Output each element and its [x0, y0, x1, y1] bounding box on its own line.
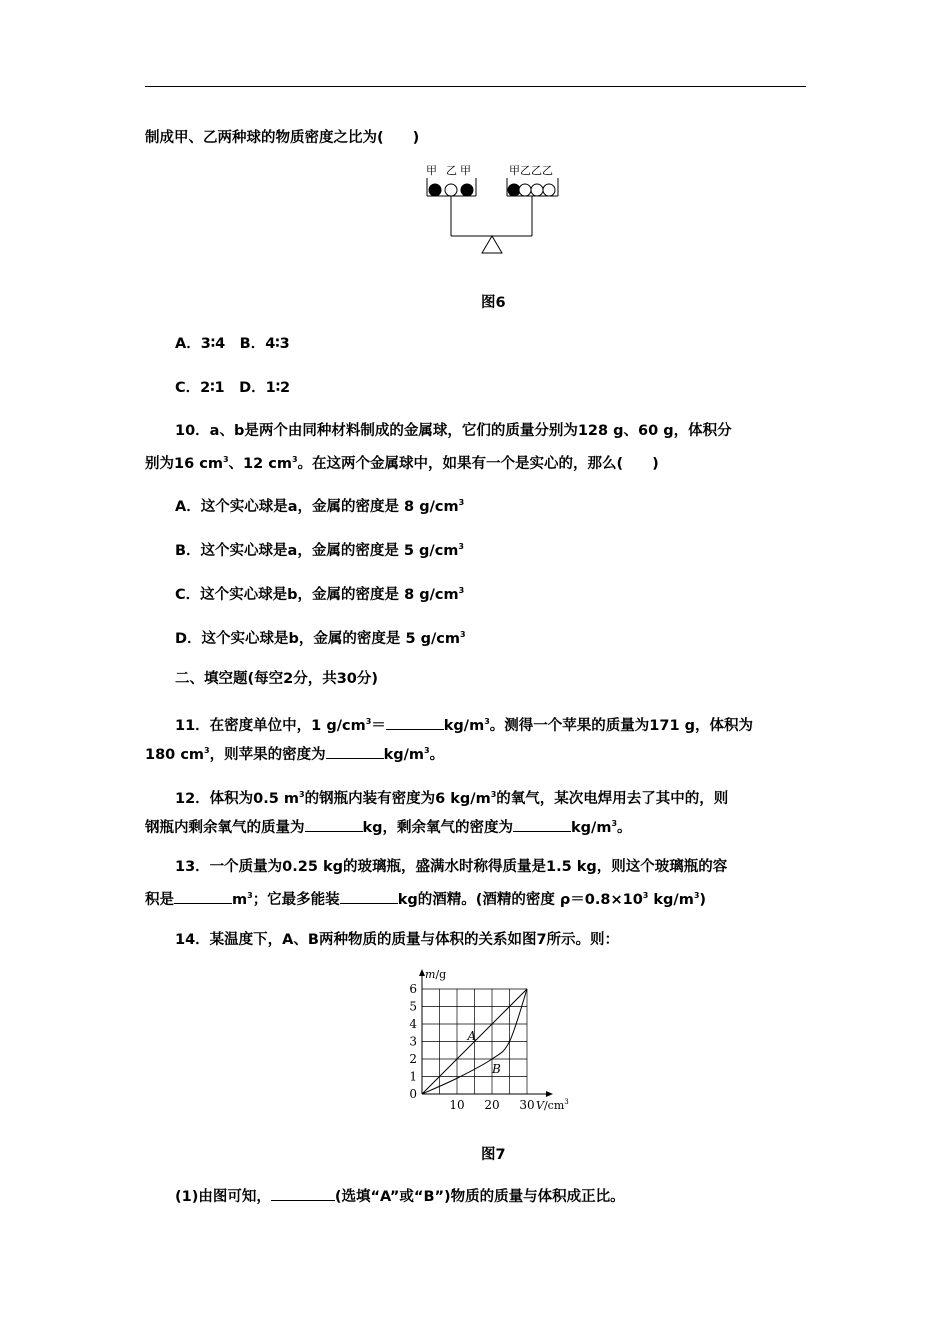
- ball-yi: [543, 184, 555, 196]
- figure-7-caption: 图7: [481, 1147, 506, 1163]
- answer-blank[interactable]: [305, 817, 363, 832]
- series-a-label: A: [467, 1028, 477, 1043]
- left-pan-label-2: 乙: [446, 164, 457, 177]
- q14-stem: 14．某温度下，A、B两种物质的质量与体积的关系如图7所示。则：: [175, 932, 620, 948]
- x-tick-label: 10: [449, 1098, 465, 1112]
- ball-jia: [508, 184, 520, 196]
- ball-jia: [429, 184, 441, 196]
- header-rule: [145, 86, 806, 87]
- x-tick-label: 20: [484, 1098, 500, 1112]
- series-b-label: B: [492, 1062, 501, 1076]
- q10-stem-line2: 别为16 $cm^3$、12 $cm^3$。在这两个金属球中，如果有一个是实心的，那么( ): [145, 455, 659, 472]
- y-tick-label: 2: [409, 1052, 417, 1066]
- q10-option-b: B．这个实心球是a，金属的密度是 5 $g/cm^3$: [175, 542, 464, 559]
- y-tick-label: 6: [409, 982, 417, 996]
- answer-blank[interactable]: [386, 715, 444, 730]
- y-tick-label: 3: [409, 1034, 417, 1049]
- figure-6-caption: 图6: [481, 295, 506, 311]
- y-tick-label: 5: [409, 999, 417, 1014]
- answer-blank[interactable]: [271, 1186, 335, 1201]
- balance-figure: [420, 162, 570, 258]
- q11-line2: 180 $cm^3$，则苹果的密度为 $kg/m^3$。: [145, 746, 445, 763]
- ball-jia: [461, 184, 473, 196]
- x-axis-label: $V/cm^3$: [536, 1098, 569, 1112]
- y-axis-label: m/g: [425, 968, 447, 981]
- mass-volume-chart: [395, 965, 585, 1115]
- q9-options-cd: C．2∶1 D．1∶2: [175, 380, 291, 396]
- answer-blank[interactable]: [174, 889, 232, 904]
- y-tick-label: 1: [409, 1069, 417, 1084]
- ball-yi: [519, 184, 531, 196]
- q10-stem-line1: 10．a、b是两个由同种材料制成的金属球，它们的质量分别为128 g、60 g，体积分: [175, 423, 732, 439]
- section-2-title: 二、填空题(每空2分，共30分): [175, 671, 379, 687]
- answer-blank[interactable]: [340, 889, 398, 904]
- answer-blank[interactable]: [513, 817, 571, 832]
- y-tick-label: 0: [409, 1087, 417, 1101]
- q10-option-a: A．这个实心球是a，金属的密度是 8 $g/cm^3$: [175, 498, 465, 515]
- x-axis-arrow: [546, 1091, 553, 1097]
- left-pan-label-1: 甲: [426, 164, 437, 177]
- q9-stem: 制成甲、乙两种球的物质密度之比为( ): [145, 130, 420, 146]
- q13-line1: 13．一个质量为0.25 kg的玻璃瓶，盛满水时称得质量是1.5 kg，则这个玻璃瓶的容: [175, 859, 728, 875]
- q9-options-ab: A．3∶4 B．4∶3: [175, 336, 290, 352]
- right-pan-label: 甲乙乙乙: [509, 164, 553, 177]
- x-tick-label: 30: [519, 1098, 535, 1112]
- ball-yi: [445, 184, 457, 196]
- q10-option-c: C．这个实心球是b，金属的密度是 8 $g/cm^3$: [175, 586, 465, 603]
- left-pan-label-3: 甲: [460, 164, 471, 177]
- fulcrum: [482, 236, 502, 253]
- answer-blank[interactable]: [326, 744, 384, 759]
- q11-line1: 11．在密度单位中，1 $g/cm^3= kg/m^3$。测得一个苹果的质量为171 g，体积为: [175, 717, 753, 734]
- y-tick-label: 4: [409, 1017, 417, 1031]
- q14-part1: (1)由图可知， (选填“A”或“B”)物质的质量与体积成正比。: [175, 1186, 625, 1207]
- q12-line1: 12．体积为0.5 $m^3$的钢瓶内装有密度为6 $kg/m^3$的氧气，某次电焊用去了其中的，则: [175, 790, 729, 807]
- q12-line2: 钢瓶内剩余氧气的质量为 kg，剩余氧气的密度为 $kg/m^3$。: [145, 819, 632, 836]
- q10-option-d: D．这个实心球是b，金属的密度是 5 $g/cm^3$: [175, 630, 466, 647]
- ball-yi: [531, 184, 543, 196]
- q13-line2: 积是 $m^3$；它最多能装 kg的酒精。(酒精的密度 $\rho=0.8\times 10^3$ $kg/m^3$): [145, 891, 707, 908]
